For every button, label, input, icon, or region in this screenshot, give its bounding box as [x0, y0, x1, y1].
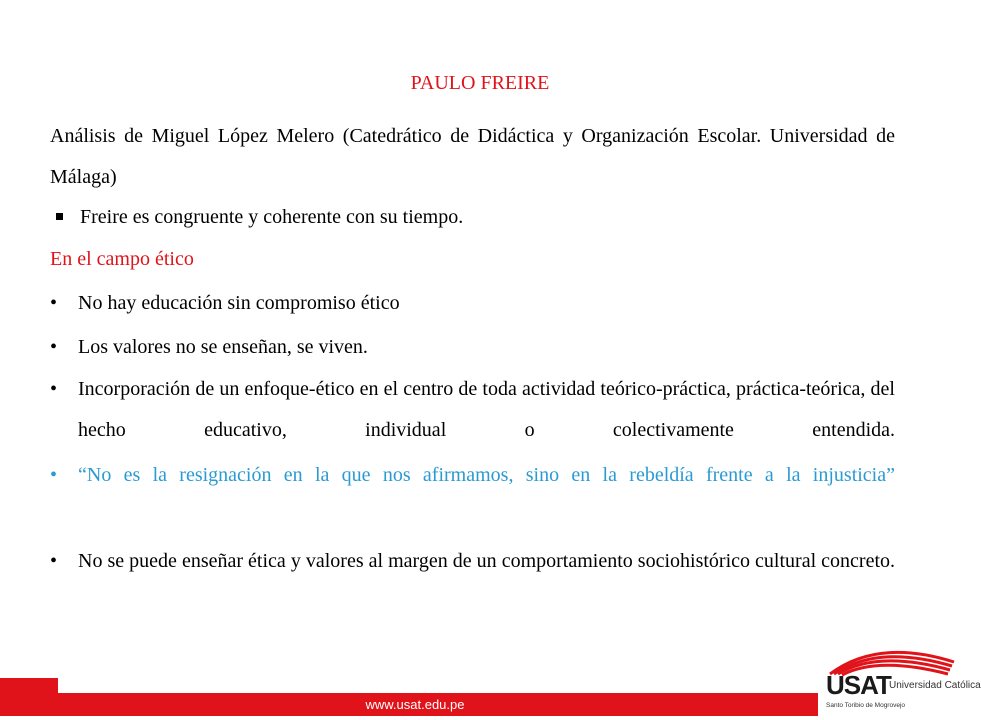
usat-logo: [826, 640, 981, 716]
intro-paragraph: Análisis de Miguel López Melero (Catedrático de Didáctica y Organización Escolar. Universidad de Málaga): [50, 125, 895, 188]
quote-text: “No es la resignación en la que nos afirmamos, sino en la rebeldía frente a la injusticia”: [78, 464, 895, 486]
quote-bullet-item: [50, 455, 895, 537]
bullet-dot-icon: •: [50, 464, 58, 486]
bullet-text: Los valores no se enseñan, se viven.: [78, 336, 368, 358]
bullet-text: Incorporación de un enfoque-ético en el centro de toda actividad teórico-práctica, práctica-teórica, del hecho educativo, individual o colectivamente entendida.: [78, 378, 895, 441]
logo-university-name: Universidad Católica: [889, 680, 981, 691]
square-bullet-text: Freire es congruente y coherente con su tiempo.: [80, 206, 464, 228]
bullet-dot-icon: •: [50, 292, 58, 314]
bullet-dot-icon: •: [50, 378, 58, 400]
square-bullet-icon: [56, 213, 63, 220]
square-bullet-item: [50, 201, 463, 233]
bullet-item: [50, 283, 895, 324]
bullet-text: No hay educación sin compromiso ético: [78, 292, 400, 314]
bullet-item: [50, 327, 895, 368]
logo-university-subname: Santo Toribio de Mogrovejo: [826, 702, 906, 709]
bullet-dot-icon: •: [50, 336, 58, 358]
footer-url-link[interactable]: www.usat.edu.pe: [365, 697, 465, 712]
slide-title: PAULO FREIRE: [410, 72, 550, 94]
bullet-dot-icon: •: [50, 550, 58, 572]
logo-acronym: USAT: [826, 670, 891, 700]
section-subheading: En el campo ético: [50, 248, 194, 270]
footer-divider: [58, 678, 818, 693]
bullet-item: [50, 541, 895, 623]
bullet-text: No se puede enseñar ética y valores al margen de un comportamiento sociohistórico cultural concreto.: [78, 550, 895, 572]
